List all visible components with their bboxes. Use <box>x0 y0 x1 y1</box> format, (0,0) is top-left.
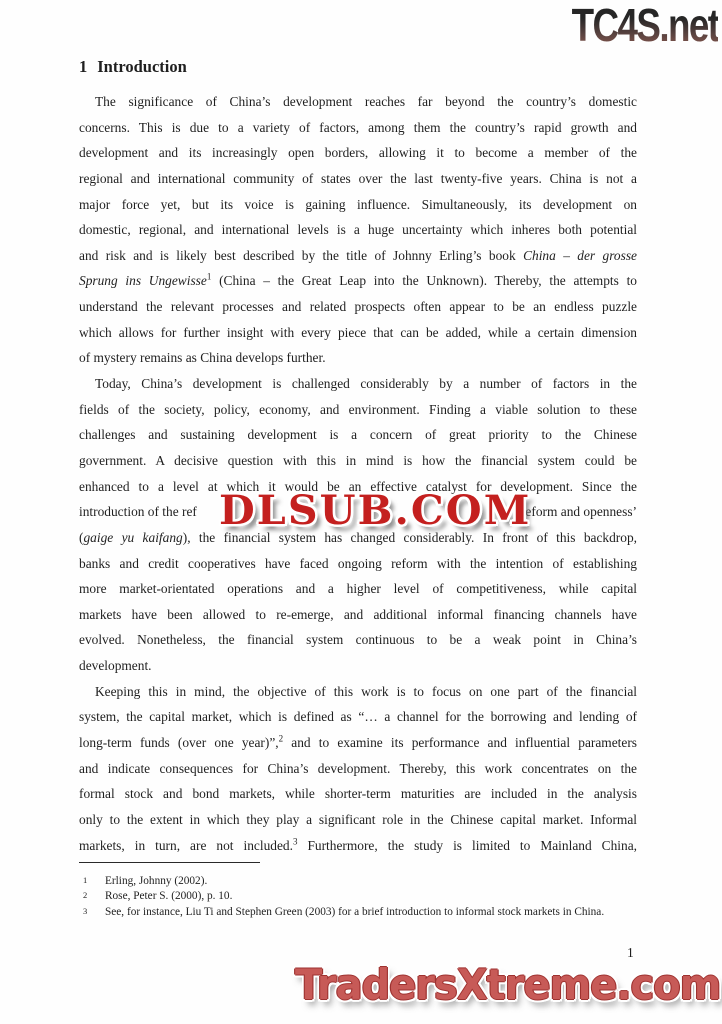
document-body <box>79 89 637 858</box>
footnote-item <box>79 874 637 889</box>
text-segment: development. <box>79 658 152 674</box>
text-segment: Furthermore, the study is limited to Mainland China, <box>297 837 637 853</box>
footnotes <box>79 874 637 920</box>
text-segment: introduction of the ref <box>79 504 197 520</box>
footnote-text: Rose, Peter S. (2000), p. 10. <box>105 890 233 903</box>
footnote-ref: 1 <box>206 272 212 283</box>
footnote-item <box>79 889 637 904</box>
text-line <box>79 320 637 346</box>
text-line <box>79 115 637 141</box>
text-line <box>79 807 637 833</box>
text-line <box>79 345 637 371</box>
text-segment: evolved. Nonetheless, the financial system continuous to be a weak point in China’s <box>79 632 637 648</box>
section-heading <box>79 56 187 78</box>
text-segment: which allows for further insight with every piece that can be added, while a certain dimension <box>79 324 637 340</box>
text-segment: system, the capital market, which is defined as “… a channel for the borrowing and lending of <box>79 709 637 725</box>
text-segment: long-term funds (over one year)”, <box>79 735 279 751</box>
text-segment: fields of the society, policy, economy, and environment. Finding a viable solution to these <box>79 401 637 417</box>
text-line <box>79 371 637 397</box>
text-segment: Keeping this in mind, the objective of this work is to focus on one part of the financial <box>95 683 637 699</box>
text-segment: and to examine its performance and influential parameters <box>283 735 637 751</box>
footnote-number: 3 <box>83 905 88 916</box>
text-line <box>79 140 637 166</box>
text-segment: ‘reform and openness’ <box>516 504 637 520</box>
text-segment: Today, China’s development is challenged considerably by a number of factors in the <box>95 376 637 392</box>
text-segment: The significance of China’s development reaches far beyond the country’s domestic <box>95 94 637 109</box>
text-line <box>79 679 637 705</box>
text-line <box>79 166 637 192</box>
text-segment: more market-orientated operations and a higher level of competitiveness, while capital <box>79 581 637 597</box>
text-line <box>79 781 637 807</box>
text-line <box>79 653 637 679</box>
text-line <box>79 217 637 243</box>
text-line <box>79 756 637 782</box>
page-number: 1 <box>627 945 634 960</box>
text-segment: banks and credit cooperatives have faced ongoing reform with the intention of establishing <box>79 555 637 571</box>
heading-label: Introduction <box>97 57 187 76</box>
text-segment: domestic, regional, and international levels is a huge uncertainty which inheres both potential <box>79 222 637 238</box>
text-line <box>79 576 637 602</box>
text-line <box>79 397 637 423</box>
footnote-text: See, for instance, Liu Ti and Stephen Green (2003) for a brief introduction to informal stock markets in China. <box>105 905 605 918</box>
footnote-number: 2 <box>83 890 88 901</box>
text-line <box>79 602 637 628</box>
text-line <box>79 551 637 577</box>
text-segment: formal stock and bond markets, while shorter-term maturities are included in the analysis <box>79 786 637 802</box>
text-segment: government. A decisive question with this in mind is how the financial system could be <box>79 452 637 468</box>
site-logo-tc4s: TC4S.net <box>571 0 718 51</box>
text-segment: markets have been allowed to re-emerge, and additional informal financing channels have <box>79 606 637 622</box>
text-segment: China – der grosse <box>523 247 637 263</box>
site-logo-tradersxtreme: TradersXtreme.com <box>295 960 721 1009</box>
text-segment: concerns. This is due to a variety of factors, among them the country’s rapid growth and <box>79 119 637 135</box>
text-segment: only to the extent in which they play a significant role in the Chinese capital market. Informal <box>79 811 637 827</box>
text-line <box>79 422 637 448</box>
footnote-item <box>79 905 637 920</box>
footnote-text: Erling, Johnny (2002). <box>105 875 208 887</box>
text-segment: and risk and is likely best described by the title of Johnny Erling’s book <box>79 247 524 263</box>
text-segment: development and its increasingly open borders, allowing it to become a member of the <box>79 145 637 161</box>
text-line <box>79 704 637 730</box>
footnote-number: 1 <box>83 875 88 885</box>
text-line <box>79 730 637 756</box>
text-segment: Sprung ins Ungewisse <box>79 273 207 289</box>
text-line <box>79 294 637 320</box>
text-segment: of mystery remains as China develops further. <box>79 350 326 366</box>
dlsub-watermark: DLSUB.COM <box>219 487 532 534</box>
text-line <box>79 627 637 653</box>
text-line <box>79 192 637 218</box>
heading-number: 1 <box>79 57 88 76</box>
text-segment: major force yet, but its voice is gaining influence. Simultaneously, its development on <box>79 196 637 212</box>
text-segment: understand the relevant processes and related prospects often appear to be an endless puzzle <box>79 299 637 315</box>
text-line <box>79 243 637 269</box>
text-segment: enhanced to a level at which it would be an effective catalyst for development. Since the <box>79 478 637 494</box>
footnote-ref: 2 <box>278 733 284 744</box>
text-line <box>79 833 637 859</box>
text-segment: (China – the Great Leap into the Unknown). Thereby, the attempts to <box>211 273 637 289</box>
text-line <box>79 268 637 294</box>
text-segment: challenges and sustaining development is a concern of great priority to the Chinese <box>79 427 637 443</box>
text-segment: gaige yu kaifang <box>83 529 183 545</box>
text-line <box>79 448 637 474</box>
text-segment: regional and international community of states over the last twenty-five years. China is not a <box>79 170 637 186</box>
footnote-separator <box>79 862 260 863</box>
text-line <box>79 89 637 115</box>
text-segment: and indicate consequences for China’s development. Thereby, this work concentrates on the <box>79 760 637 776</box>
text-segment: markets, in turn, are not included. <box>79 837 293 853</box>
footnote-ref: 3 <box>292 836 298 847</box>
text-segment: ), the financial system has changed considerably. In front of this backdrop, <box>182 529 637 545</box>
text-segment: ( <box>79 529 84 545</box>
